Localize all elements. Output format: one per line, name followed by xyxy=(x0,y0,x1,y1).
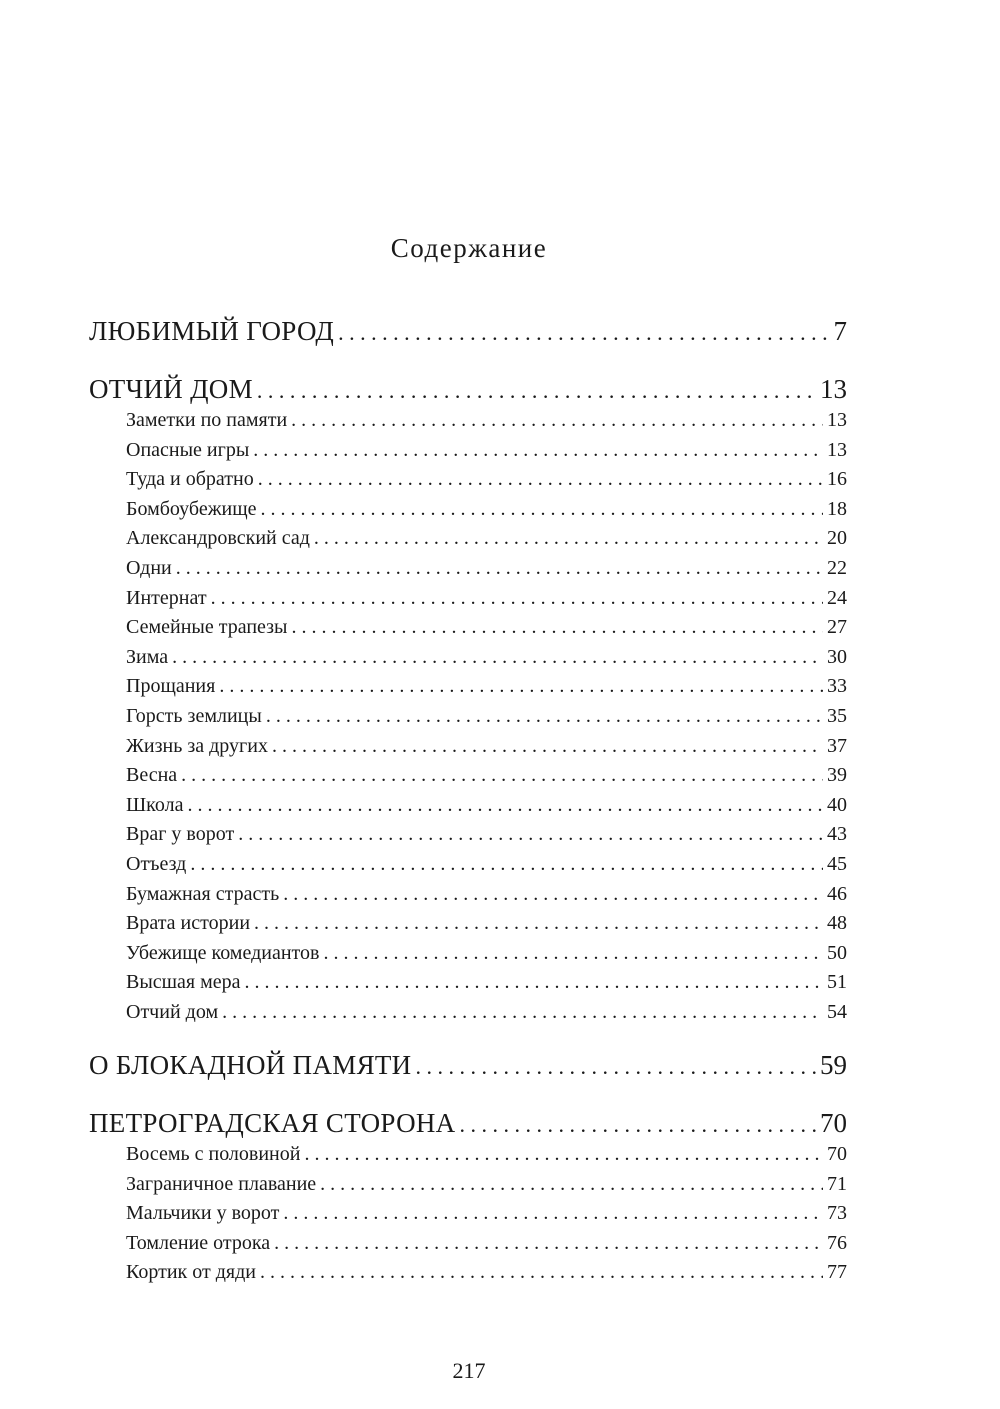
toc-part-entry xyxy=(89,1106,847,1140)
toc-entry-title: Жизнь за других xyxy=(126,734,268,757)
toc-entry-title: Прощания xyxy=(126,675,216,698)
toc-chapter-entry xyxy=(126,1170,847,1198)
dot-leader xyxy=(291,613,823,641)
toc-entry-page: 24 xyxy=(827,586,847,609)
toc-chapter-entry xyxy=(126,702,847,730)
dot-leader xyxy=(190,850,823,878)
toc-chapter-entry xyxy=(126,791,847,819)
toc-entry-title: Убежище комедиантов xyxy=(126,941,320,964)
toc-entry-page: 22 xyxy=(827,557,847,579)
toc-entry-page: 33 xyxy=(827,675,847,698)
toc-entry-title: Школа xyxy=(126,793,184,816)
toc-entry-page: 50 xyxy=(827,941,847,964)
toc-entry-page: 77 xyxy=(827,1261,847,1284)
toc-chapter-entry xyxy=(126,584,847,612)
toc-entry-title: Высшая мера xyxy=(126,971,241,994)
toc-chapter-entry xyxy=(126,732,847,760)
toc-entry-page: 18 xyxy=(827,497,847,520)
toc-entry-page: 35 xyxy=(827,705,847,727)
dot-leader xyxy=(304,1140,823,1168)
dot-leader xyxy=(253,436,823,464)
dot-leader xyxy=(258,465,823,493)
toc-entry-page: 73 xyxy=(827,1202,847,1225)
page-title: Содержание xyxy=(390,233,548,263)
toc-chapter-entry xyxy=(126,1199,847,1227)
toc-entry-page: 7 xyxy=(833,316,847,346)
toc-entry-title: Одни xyxy=(126,557,172,579)
toc-entry-page: 13 xyxy=(827,438,847,461)
toc-chapter-entry xyxy=(126,495,847,523)
toc-chapter-entry xyxy=(126,613,847,641)
toc-entry-page: 54 xyxy=(827,1001,847,1023)
dot-leader xyxy=(219,672,823,700)
toc-entry-title: Отчий дом xyxy=(126,1001,219,1023)
toc-entry-page: 51 xyxy=(827,971,847,994)
toc-chapter-entry xyxy=(126,820,847,848)
toc-entry-page: 70 xyxy=(827,1143,847,1165)
toc-entry-title: Александровский сад xyxy=(126,527,310,550)
dot-leader xyxy=(323,939,823,967)
toc-chapter-entry xyxy=(126,436,847,464)
toc-entry-title: Семейные трапезы xyxy=(126,616,288,639)
dot-leader xyxy=(283,1199,823,1227)
toc-part-entry xyxy=(89,372,847,406)
page-number: 217 xyxy=(452,1358,486,1383)
toc-entry-title: Мальчики у ворот xyxy=(126,1202,280,1225)
toc-entry-page: 20 xyxy=(827,527,847,550)
toc-chapter-entry xyxy=(126,880,847,908)
toc-entry-title: Заграничное плавание xyxy=(126,1172,317,1195)
toc-chapter-entry xyxy=(126,1258,847,1286)
toc-entry-page: 30 xyxy=(827,645,847,668)
dot-leader xyxy=(314,524,823,552)
dot-leader xyxy=(257,374,816,408)
toc-entry-title: Врата истории xyxy=(126,912,251,935)
toc-chapter-entry xyxy=(126,1140,847,1168)
dot-leader xyxy=(272,732,823,760)
toc-entry-page: 59 xyxy=(820,1050,847,1080)
toc-chapter-entry xyxy=(126,939,847,967)
dot-leader xyxy=(283,880,823,908)
toc-entry-page: 40 xyxy=(827,793,847,816)
toc-entry-page: 43 xyxy=(827,823,847,846)
toc-entry-title: Томление отрока xyxy=(126,1231,271,1254)
toc-part-entry xyxy=(89,1048,847,1082)
toc-chapter-entry xyxy=(126,850,847,878)
toc-entry-page: 70 xyxy=(820,1108,847,1138)
dot-leader xyxy=(261,495,824,523)
toc-entry-page: 48 xyxy=(827,912,847,935)
dot-leader xyxy=(245,968,823,996)
dot-leader xyxy=(274,1229,823,1257)
dot-leader xyxy=(320,1170,823,1198)
toc-entry-title: ОТЧИЙ ДОМ xyxy=(89,374,253,404)
toc-chapter-entry xyxy=(126,761,847,789)
toc-entry-page: 46 xyxy=(827,882,847,905)
toc-entry-title: Интернат xyxy=(126,586,207,609)
toc-entry-title: Бумажная страсть xyxy=(126,882,280,905)
toc-entry-title: ЛЮБИМЫЙ ГОРОД xyxy=(89,316,335,346)
toc-entry-title: Туда и обратно xyxy=(126,468,254,491)
dot-leader xyxy=(338,316,829,350)
dot-leader xyxy=(415,1050,816,1084)
toc-entry-title: Зима xyxy=(126,645,169,668)
toc-entry-page: 71 xyxy=(827,1172,847,1195)
toc-entry-page: 16 xyxy=(827,468,847,491)
dot-leader xyxy=(187,791,823,819)
toc-entry-title: ПЕТРОГРАДСКАЯ СТОРОНА xyxy=(89,1108,456,1138)
dot-leader xyxy=(260,1258,823,1286)
toc-chapter-entry xyxy=(126,909,847,937)
toc-entry-title: Заметки по памяти xyxy=(126,409,288,431)
dot-leader xyxy=(176,554,823,582)
toc-chapter-entry xyxy=(126,465,847,493)
toc-entry-title: Враг у ворот xyxy=(126,823,235,846)
dot-leader xyxy=(181,761,823,789)
toc-entry-title: О БЛОКАДНОЙ ПАМЯТИ xyxy=(89,1050,412,1080)
dot-leader xyxy=(222,998,823,1026)
toc-entry-page: 45 xyxy=(827,853,847,875)
toc-entry-title: Бомбоубежище xyxy=(126,497,257,520)
dot-leader xyxy=(254,909,823,937)
dot-leader xyxy=(211,584,823,612)
toc-chapter-entry xyxy=(126,554,847,582)
toc-chapter-entry xyxy=(126,998,847,1026)
toc-chapter-entry xyxy=(126,968,847,996)
toc-entry-title: Восемь с половиной xyxy=(126,1143,301,1165)
toc-part-entry xyxy=(89,314,847,348)
toc-chapter-entry xyxy=(126,643,847,671)
toc-entry-page: 13 xyxy=(827,409,847,431)
toc-entry-title: Отъезд xyxy=(126,853,187,875)
toc-chapter-entry xyxy=(126,1229,847,1257)
toc-entry-page: 13 xyxy=(820,374,847,404)
toc-chapter-entry xyxy=(126,524,847,552)
dot-leader xyxy=(238,820,823,848)
toc-chapter-entry xyxy=(126,672,847,700)
toc-entry-page: 37 xyxy=(827,734,847,757)
toc-entry-page: 76 xyxy=(827,1231,847,1254)
toc-entry-page: 27 xyxy=(827,616,847,639)
toc-entry-title: Весна xyxy=(126,764,178,787)
toc-entry-title: Горсть землицы xyxy=(126,705,262,727)
dot-leader xyxy=(172,643,823,671)
toc-entry-title: Опасные игры xyxy=(126,438,250,461)
toc-chapter-entry xyxy=(126,406,847,434)
dot-leader xyxy=(291,406,823,434)
dot-leader xyxy=(266,702,823,730)
toc-entry-page: 39 xyxy=(827,764,847,787)
toc-entry-title: Кортик от дяди xyxy=(126,1261,256,1284)
dot-leader xyxy=(459,1108,816,1142)
